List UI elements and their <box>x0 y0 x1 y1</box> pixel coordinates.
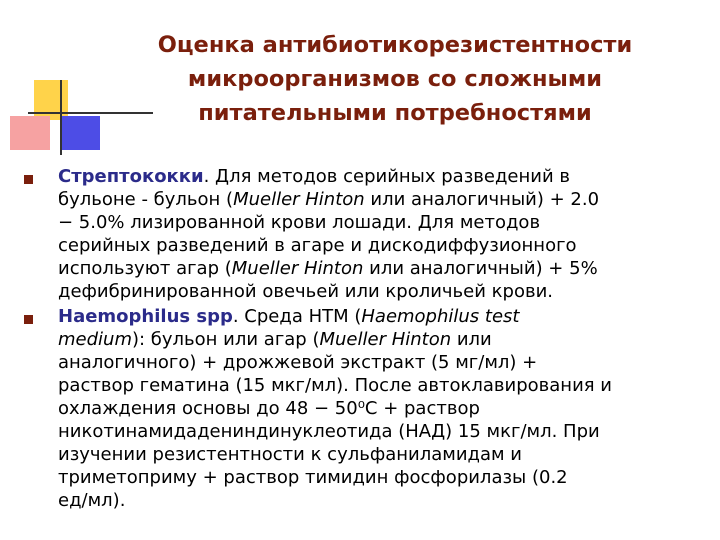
slide-title-line: питательными потребностями <box>198 100 592 126</box>
bullet-text <box>58 305 714 512</box>
slide-title <box>120 28 670 130</box>
square-bullet-icon <box>24 175 33 184</box>
text-run: ед/мл). <box>58 490 126 511</box>
italic-text: Mueller Hinton <box>231 258 364 279</box>
bullet-item-streptococci <box>24 165 714 303</box>
text-run: . Среда HTM ( <box>232 306 362 327</box>
text-run: раствор гематина (15 мкг/мл). После автоклавирования и <box>58 375 613 396</box>
decor-blue-square <box>60 116 100 150</box>
slide-title-line: микроорганизмов со сложными <box>187 66 603 92</box>
text-run: − 5.0% лизированной крови лошади. Для методов <box>58 212 541 233</box>
bullet-term: Haemophilus spp <box>58 306 233 327</box>
text-run: серийных разведений в агаре и дискодиффузионного <box>58 235 577 256</box>
text-run: дефибринированной овечьей или кроличьей крови. <box>58 281 553 302</box>
text-run: . Для методов серийных разведений в <box>203 166 570 187</box>
italic-text: Mueller Hinton <box>319 329 452 350</box>
slide-title-line: Оценка антибиотикорезистентности <box>157 32 633 58</box>
decor-yellow-square <box>34 80 68 120</box>
text-line <box>58 374 714 397</box>
text-run: или аналогичный) + 2.0 <box>364 189 600 210</box>
italic-text: medium <box>58 329 132 350</box>
text-run: аналогичного) + дрожжевой экстракт (5 мг/мл) + <box>58 352 538 373</box>
text-run: охлаждения основы до 48 − 50⁰С + раствор <box>58 398 480 419</box>
italic-text: Haemophilus test <box>361 306 520 327</box>
text-run: никотинамидадениндинуклеотида (НАД) 15 мкг/мл. При <box>58 421 600 442</box>
text-line <box>58 420 714 443</box>
bullet-text <box>58 165 714 303</box>
text-line <box>58 188 714 211</box>
text-line <box>58 165 714 188</box>
text-line <box>58 397 714 420</box>
bullet-list <box>24 165 714 512</box>
text-run: используют агар ( <box>58 258 232 279</box>
text-line <box>58 466 714 489</box>
square-bullet-icon <box>24 315 33 324</box>
bullet-item-haemophilus <box>24 305 714 512</box>
text-line <box>58 328 714 351</box>
text-line <box>58 443 714 466</box>
italic-text: Mueller Hinton <box>233 189 365 210</box>
text-run: или <box>451 329 492 350</box>
text-line <box>58 257 714 280</box>
text-line <box>58 305 714 328</box>
text-run: ): бульон или агар ( <box>131 329 320 350</box>
text-run: или аналогичный) + 5% <box>363 258 598 279</box>
text-line <box>58 234 714 257</box>
text-run: триметоприму + раствор тимидин фосфорилазы (0.2 <box>58 467 568 488</box>
text-line <box>58 211 714 234</box>
bullet-term: Стрептококки <box>58 166 204 187</box>
text-line <box>58 489 714 512</box>
text-run: бульоне - бульон ( <box>58 189 234 210</box>
decor-pink-square <box>10 116 50 150</box>
text-line <box>58 280 714 303</box>
text-run: изучении резистентности к сульфаниламидам и <box>58 444 523 465</box>
text-line <box>58 351 714 374</box>
decor-vertical-line <box>60 80 62 155</box>
